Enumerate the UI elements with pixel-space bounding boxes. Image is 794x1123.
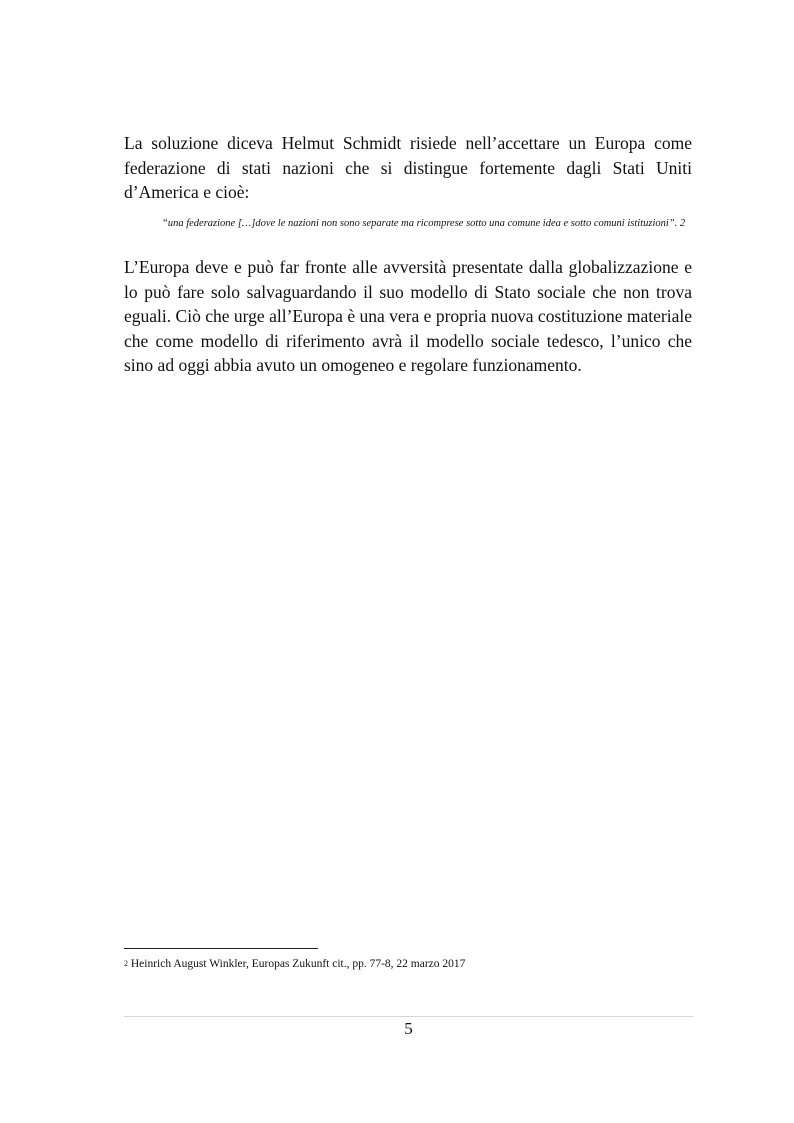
footnote-marker: 2 [124, 959, 128, 968]
body-paragraph-1: La soluzione diceva Helmut Schmidt risiede nell’accettare un Europa come federazione di stati nazioni che si distingue fortemente dagli Stati Uniti d’America e cioè: [124, 133, 692, 202]
footnote-text: Heinrich August Winkler, Europas Zukunft cit., pp. 77-8, 22 marzo 2017 [128, 958, 466, 970]
block-quote: “una federazione […]dove le nazioni non sono separate ma ricomprese sotto una comune idea e sotto comuni istituzioni”. 2 [162, 218, 686, 229]
footer-divider [124, 1016, 693, 1017]
body-paragraph-2: L’Europa deve e può far fronte alle avversità presentate dalla globalizzazione e lo può fare solo salvaguardando il suo modello di Stato sociale che non trova eguali. Ciò che urge all’Europa è una vera e propria nuova costituzione materiale che come modello di riferimento avrà il modello sociale tedesco, l’unico che sino ad oggi abbia avuto un omogeneo e regolare funzionamento. [124, 257, 692, 375]
footnote [124, 957, 692, 972]
footnote-separator [124, 948, 318, 949]
page-number: 5 [404, 1019, 413, 1038]
